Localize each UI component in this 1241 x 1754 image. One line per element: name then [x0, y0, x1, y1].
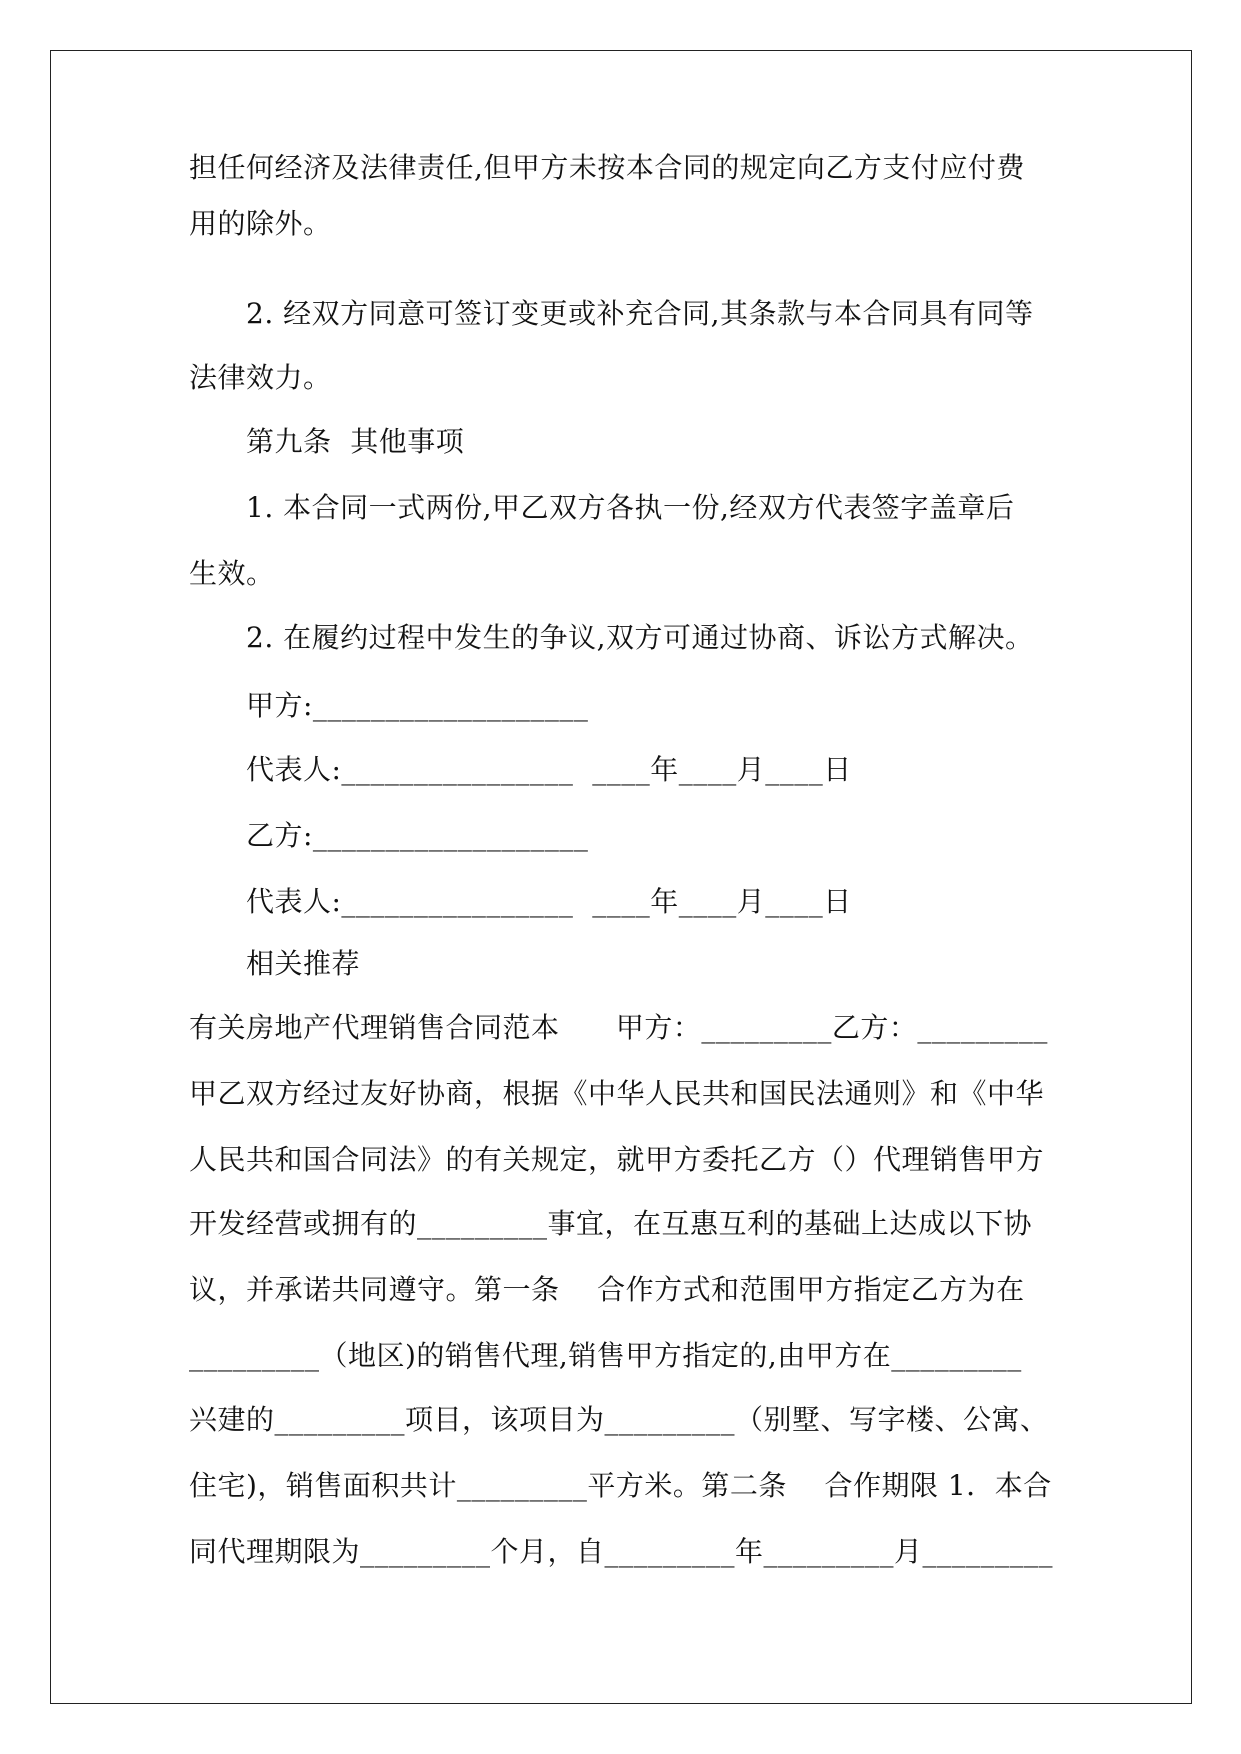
party-b-signature-line: 乙方:___________________: [246, 819, 589, 852]
text-line: 开发经营或拥有的_________事宜，在互惠互利的基础上达成以下协: [189, 1207, 1033, 1240]
text-line: 同代理期限为_________个月，自_________年_________月_________: [189, 1535, 1054, 1568]
text-line: 住宅)，销售面积共计_________平方米。第二条 合作期限 1．本合: [189, 1469, 1052, 1502]
text-line: 甲乙双方经过友好协商，根据《中华人民共和国民法通则》和《中华: [189, 1077, 1045, 1110]
text-line: 有关房地产代理销售合同范本 甲方：_________乙方：_________: [189, 1011, 1048, 1044]
section-heading: 第九条 其他事项: [246, 425, 465, 458]
party-a-representative-line: 代表人:________________ ____年____月____日: [246, 753, 852, 786]
text-line: 兴建的_________项目，该项目为_________（别墅、写字楼、公寓、: [189, 1403, 1049, 1436]
party-b-representative-line: 代表人:________________ ____年____月____日: [246, 885, 852, 918]
text-line: 2. 在履约过程中发生的争议,双方可通过协商、诉讼方式解决。: [246, 621, 1034, 654]
text-line: 生效。: [189, 557, 275, 590]
text-line: 担任何经济及法律责任,但甲方未按本合同的规定向乙方支付应付费: [189, 151, 1025, 184]
related-heading: 相关推荐: [246, 947, 361, 980]
text-line: 人民共和国合同法》的有关规定，就甲方委托乙方（）代理销售甲方: [189, 1143, 1045, 1176]
text-line: _________（地区)的销售代理,销售甲方指定的,由甲方在_________: [189, 1339, 1022, 1372]
party-a-signature-line: 甲方:___________________: [246, 689, 589, 722]
text-line: 2. 经双方同意可签订变更或补充合同,其条款与本合同具有同等: [246, 297, 1034, 330]
text-line: 1. 本合同一式两份,甲乙双方各执一份,经双方代表签字盖章后: [246, 491, 1015, 524]
text-line: 用的除外。: [189, 207, 332, 240]
text-line: 议，并承诺共同遵守。第一条 合作方式和范围甲方指定乙方为在: [189, 1273, 1025, 1306]
text-line: 法律效力。: [189, 361, 332, 394]
